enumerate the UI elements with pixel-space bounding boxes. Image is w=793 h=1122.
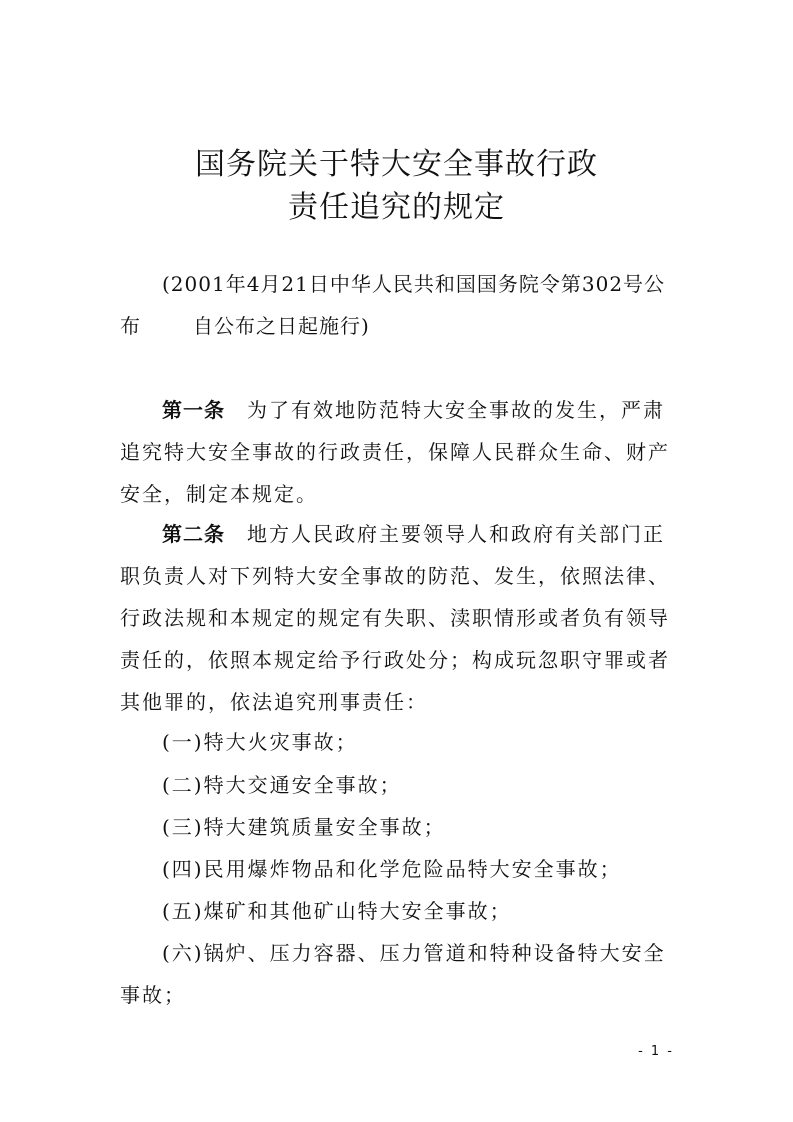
article-1 (120, 389, 676, 515)
list-item: (三)特大建筑质量安全事故； (162, 815, 446, 839)
list-item: (四)民用爆炸物品和化学危险品特大安全事故； (162, 857, 622, 881)
list-item: (二)特大交通安全事故； (162, 773, 402, 797)
article-2 (120, 513, 676, 723)
page-number: - 1 - (638, 1044, 674, 1059)
list-item: (六)锅炉、压力容器、压力管道和特种设备特大安全事故； (120, 941, 666, 1007)
article-2-label: 第二条 (162, 522, 225, 546)
article-1-label: 第一条 (162, 398, 225, 422)
publication-note-part-b: 自公布之日起施行) (193, 314, 370, 338)
list-item: (五)煤矿和其他矿山特大安全事故； (162, 899, 512, 923)
article-2-text: 地方人民政府主要领导人和政府有关部门正职负责人对下列特大安全事故的防范、发生，依照法律、行政法规和本规定的规定有失职、渎职情形或者负有领导责任的，依照本规定给予行政处分；构成玩忽职守罪或者其他罪的，依法追究刑事责任： (120, 522, 670, 714)
article-1-text: 为了有效地防范特大安全事故的发生，严肃追究特大安全事故的行政责任，保障人民群众生命、财产安全，制定本规定。 (120, 398, 670, 506)
title-line-2: 责任追究的规定 (288, 190, 505, 225)
publication-note-line-2 (120, 310, 680, 339)
list-item: (一)特大火灾事故； (162, 730, 358, 754)
publication-note-line-1: (2001年4月21日中华人民共和国国务院令第302号公 (162, 272, 666, 296)
publication-note-part-a: 布 (120, 314, 141, 338)
title-line-1: 国务院关于特大安全事故行政 (195, 147, 598, 182)
